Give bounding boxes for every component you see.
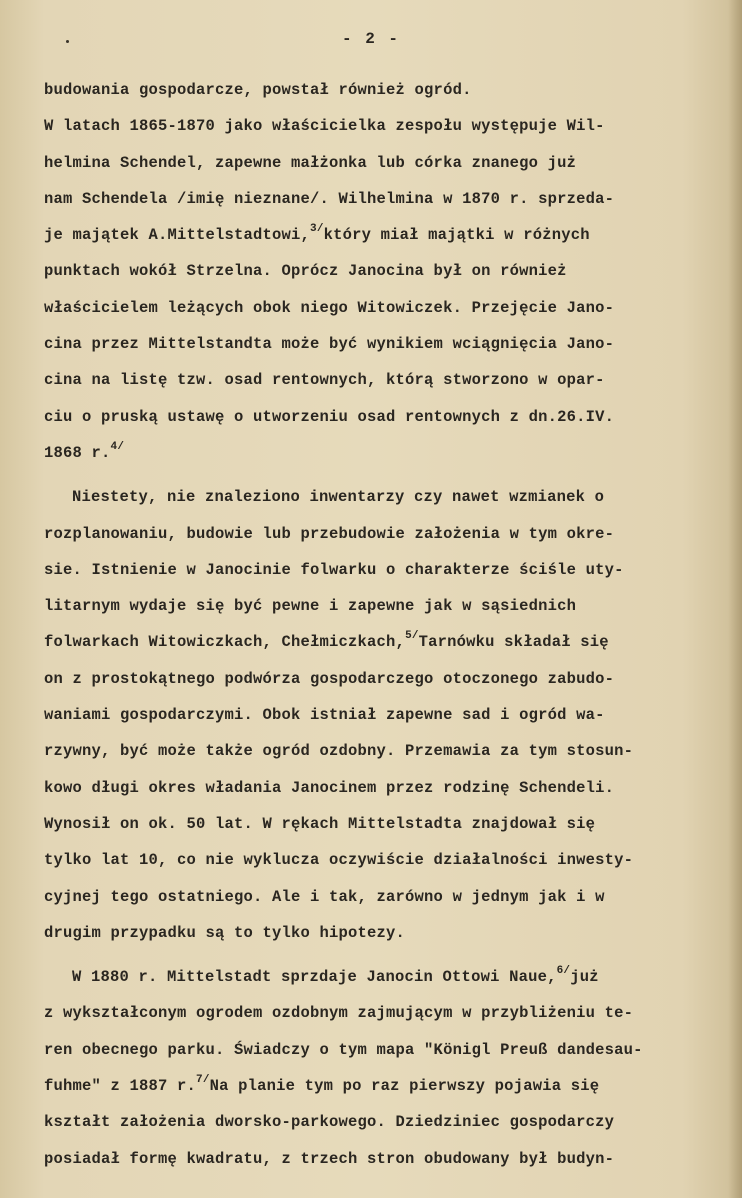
text-line xyxy=(44,72,684,108)
text-line xyxy=(44,770,684,806)
text-line xyxy=(44,399,684,435)
line-text: nam Schendela /imię nieznane/. Wilhelmina w 1870 r. sprzeda- xyxy=(44,189,615,208)
line-text: kształt założenia dworsko-parkowego. Dziedziniec gospodarczy xyxy=(44,1113,615,1132)
text-line xyxy=(44,145,684,181)
text-line xyxy=(44,733,684,769)
text-line xyxy=(44,995,684,1031)
line-text: W latach 1865-1870 jako właścicielka zespołu występuje Wil- xyxy=(44,117,605,136)
line-text: Niestety, nie znaleziono inwentarzy czy nawet wzmianek o xyxy=(72,488,605,507)
page-number: - 2 - xyxy=(341,30,400,48)
line-text: Wynosił on ok. 50 lat. W rękach Mittelstadta znajdował się xyxy=(44,814,596,833)
text-line xyxy=(44,181,684,217)
text-line xyxy=(44,624,684,660)
line-text: kowo długi okres władania Janocinem przez rodzinę Schendeli. xyxy=(44,778,615,797)
line-text: cyjnej tego ostatniego. Ale i tak, zarówno w jednym jak i w xyxy=(44,887,605,906)
text-line xyxy=(44,879,684,915)
text-line xyxy=(44,806,684,842)
footnote-ref: 7/ xyxy=(196,1073,210,1086)
body-text xyxy=(44,72,684,1177)
line-text: helmina Schendel, zapewne małżonka lub córka znanego już xyxy=(44,153,577,172)
line-text: litarnym wydaje się być pewne i zapewne jak w sąsiednich xyxy=(44,597,577,616)
line-text: on z prostokątnego podwórza gospodarczego otoczonego zabudo- xyxy=(44,669,615,688)
text-line xyxy=(44,959,684,995)
line-text: posiadał formę kwadratu, z trzech stron obudowany był budyn- xyxy=(44,1149,615,1168)
line-text-after: już xyxy=(570,968,599,987)
line-text: drugim przypadku są to tylko hipotezy. xyxy=(44,923,406,942)
line-text-after: Tarnówku składał się xyxy=(418,633,609,652)
text-line xyxy=(44,326,684,362)
line-text: rozplanowaniu, budowie lub przebudowie założenia w tym okre- xyxy=(44,524,615,543)
line-text: z wykształconym ogrodem ozdobnym zajmującym w przybliżeniu te- xyxy=(44,1004,634,1023)
footnote-ref: 6/ xyxy=(556,964,571,977)
text-line xyxy=(44,217,684,253)
line-text: właścicielem leżących obok niego Witowiczek. Przejęcie Jano- xyxy=(44,298,615,317)
footnote-ref: 4/ xyxy=(110,440,125,453)
line-text: 1868 r. xyxy=(44,443,111,462)
line-text-after: Na planie tym po raz pierwszy pojawia się xyxy=(209,1077,600,1096)
text-line xyxy=(44,516,684,552)
line-text: folwarkach Witowiczkach, Chełmiczkach, xyxy=(44,633,406,652)
line-text-after: który miał majątki w różnych xyxy=(323,226,590,245)
line-text: cina na listę tzw. osad rentownych, którą stworzono w opar- xyxy=(44,371,605,390)
text-line xyxy=(44,661,684,697)
text-line xyxy=(44,1068,684,1104)
line-text: waniami gospodarczymi. Obok istniał zapewne sad i ogród wa- xyxy=(44,706,605,725)
footnote-ref: 3/ xyxy=(310,223,324,236)
text-line xyxy=(44,697,684,733)
line-text: rzywny, być może także ogród ozdobny. Przemawia za tym stosun- xyxy=(44,742,634,761)
text-line xyxy=(44,1141,684,1177)
text-line xyxy=(44,588,684,624)
line-text: je majątek A.Mittelstadtowi, xyxy=(44,226,311,245)
text-line xyxy=(44,1104,684,1140)
line-text: budowania gospodarcze, powstał również ogród. xyxy=(44,81,472,99)
line-text: cina przez Mittelstandta może być wynikiem wciągnięcia Jano- xyxy=(44,335,615,354)
text-line xyxy=(44,108,684,144)
text-line xyxy=(44,915,684,951)
text-line xyxy=(44,435,684,471)
line-text: tylko lat 10, co nie wyklucza oczywiście działalności inwesty- xyxy=(44,851,634,870)
page-edge-shadow xyxy=(728,0,742,1198)
text-line xyxy=(44,552,684,588)
text-line xyxy=(44,253,684,289)
line-text: fuhme" z 1887 r. xyxy=(44,1077,197,1096)
line-text: punktach wokół Strzelna. Oprócz Janocina był on również xyxy=(44,262,567,281)
text-line xyxy=(44,479,684,515)
line-text: W 1880 r. Mittelstadt sprzdaje Janocin Ottowi Naue, xyxy=(72,968,557,987)
footnote-ref: 5/ xyxy=(405,630,419,643)
line-text: ren obecnego parku. Świadczy o tym mapa "Königl Preuß dandesau- xyxy=(44,1040,643,1059)
text-line xyxy=(44,362,684,398)
line-text: sie. Istnienie w Janocinie folwarku o charakterze ściśle uty- xyxy=(44,560,624,579)
text-line xyxy=(44,1032,684,1068)
text-line xyxy=(44,842,684,878)
line-text: ciu o pruską ustawę o utworzeniu osad rentownych z dn.26.IV. xyxy=(44,407,615,426)
text-line xyxy=(44,290,684,326)
